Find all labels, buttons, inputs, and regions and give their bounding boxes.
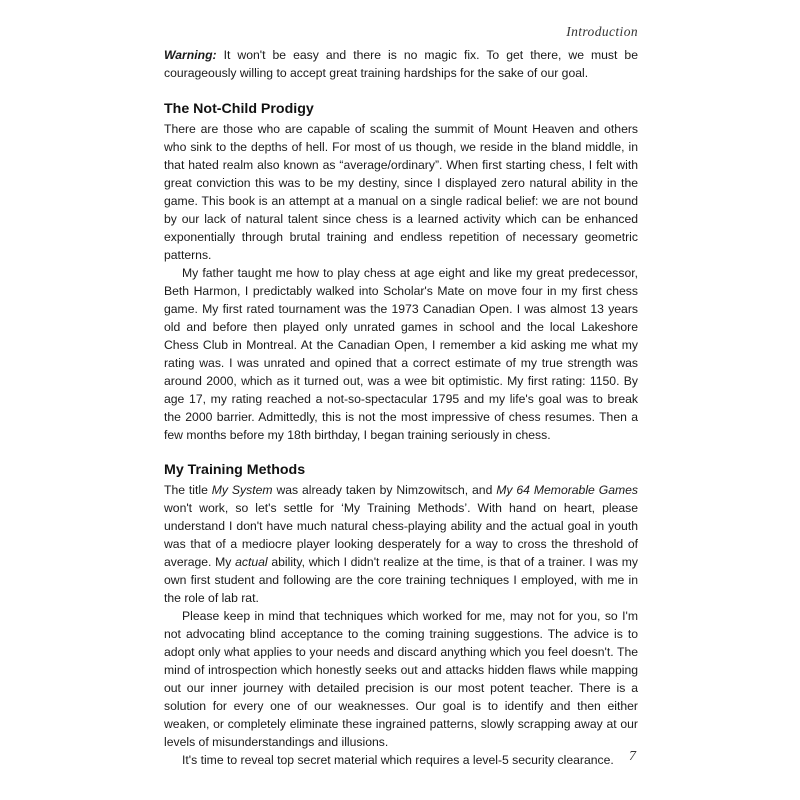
running-head: Introduction <box>566 24 638 39</box>
body-paragraph <box>164 481 638 607</box>
emphasis-actual: actual <box>235 555 268 569</box>
body-paragraph: Please keep in mind that techniques which worked for me, may not for you, so I'm not advocating blind acceptance to the coming training suggestions. The advice is to adopt only what applies to your needs and discard anything which you feel doesn't. The mind of introspection which honestly seeks out and attacks hidden flaws while mapping out our inner journey with detailed precision is our most potent teacher. There is a solution for every one of our weaknesses. Our goal is to identify and then either weaken, or completely eliminate these ingrained patterns, slowly scrapping away at our levels of misunderstandings and illusions. <box>164 609 638 749</box>
text-run: was already taken by Nimzowitsch, and <box>272 483 497 497</box>
section-heading-not-child-prodigy: The Not-Child Prodigy <box>164 101 314 117</box>
section-heading-training-methods: My Training Methods <box>164 462 306 478</box>
book-title-my-system: My System <box>211 483 273 497</box>
body-paragraph: There are those who are capable of scaling the summit of Mount Heaven and others who sink to the depths of hell. For most of us though, we reside in the bland middle, in that hated realm also known as “average/ordinary”. When first starting chess, I felt with great conviction this was to be my destiny, since I displayed zero natural ability in the game. This book is an attempt at a manual on a single radical belief: we are not bound by our lack of natural talent since chess is a learned activity which can be enhanced exponentially through brutal training and endless repetition of necessary geometric patterns. <box>164 122 638 262</box>
text-run: won't work, so let's settle for ‘My Training Methods’. With hand on heart, please understand I don't have much natural chess-playing ability and the actual goal in youth was that of a mediocre player looking desperately for a way to cross the threshold of average. My <box>164 501 638 569</box>
body-paragraph: It's time to reveal top secret material which requires a level-5 security clearance. <box>182 753 614 767</box>
page-body <box>164 46 638 769</box>
warning-text: It won't be easy and there is no magic fix. To get there, we must be courageously willing to accept great training hardships for the sake of our goal. <box>164 48 638 80</box>
body-paragraph: My father taught me how to play chess at age eight and like my great predecessor, Beth Harmon, I predictably walked into Scholar's Mate on move four in my first chess game. My first rated tournament was the 1973 Canadian Open. I was almost 13 years old and before then played only unrated games in school and the local Lakeshore Chess Club in Montreal. At the Canadian Open, I remember a kid asking me what my rating was. I was unrated and opined that a correct estimate of my true strength was around 2000, which as it turned out, was a wee bit optimistic. My first rating: 1150. By age 17, my rating reached a not-so-spectacular 1795 and my life's goal was to break the 2000 barrier. Admittedly, this is not the most impressive of chess resumes. Then a few months before my 18th birthday, I began training seriously in chess. <box>164 266 638 442</box>
page-number: 7 <box>629 749 636 764</box>
warning-paragraph <box>164 46 638 82</box>
book-title-memorable-games: My 64 Memorable Games <box>496 483 638 497</box>
warning-label: Warning: <box>164 48 217 62</box>
text-run: The title <box>164 483 212 497</box>
text-run: ability, which I didn't realize at the time, is that of a trainer. I was my own first student and following are the core training techniques I employed, with me in the role of lab rat. <box>164 555 639 605</box>
